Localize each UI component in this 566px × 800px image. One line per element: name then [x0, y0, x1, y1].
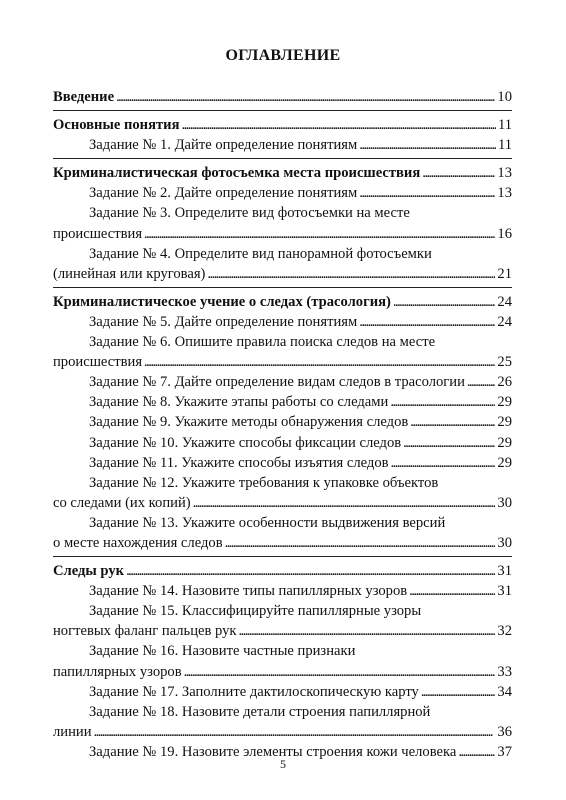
toc-page-number: 24	[497, 313, 512, 330]
toc-entry-label: Задание № 5. Дайте определение понятиям	[89, 313, 358, 330]
toc-leader	[126, 561, 495, 581]
toc-leader	[391, 453, 496, 473]
toc-task-8	[53, 392, 512, 412]
toc-page-number: 13	[497, 165, 512, 182]
toc-entry-label: (линейная или круговая)	[53, 265, 206, 282]
toc-entry-label: Задание № 17. Заполните дактилоскопическую карту	[89, 683, 419, 700]
toc-page-number: 37	[497, 743, 512, 760]
toc-task-6	[53, 352, 512, 372]
toc-task-7	[53, 372, 512, 392]
toc-task-3-line1: Задание № 3. Определите вид фотосъемки на месте	[89, 205, 410, 222]
toc-task-14	[53, 581, 512, 601]
toc-leader	[225, 533, 496, 553]
toc-task-16	[53, 662, 512, 682]
toc-entry-label: Задание № 1. Дайте определение понятиям	[89, 137, 358, 154]
toc-task-17	[53, 682, 512, 702]
toc-leader	[181, 115, 495, 135]
toc-task-18	[53, 722, 512, 742]
toc-leader	[207, 264, 495, 284]
section-divider	[53, 287, 512, 288]
toc-leader	[467, 372, 496, 392]
toc-entry-label: Основные понятия	[53, 117, 180, 134]
toc-task-16-line1: Задание № 16. Назовите частные признаки	[89, 643, 356, 660]
toc-page-number: 25	[497, 354, 512, 371]
toc-leader	[403, 433, 495, 453]
toc-page-number: 11	[497, 137, 512, 154]
toc-page-number: 24	[497, 293, 512, 310]
toc-page-number: 36	[497, 723, 512, 740]
toc-leader	[144, 224, 495, 244]
toc-leader	[193, 493, 496, 513]
toc-entry-label: Следы рук	[53, 563, 125, 580]
toc-leader	[239, 621, 496, 641]
toc-leader	[409, 581, 495, 601]
toc-entry-label: происшествия	[53, 225, 143, 242]
toc-task-9	[53, 412, 512, 432]
toc-task-5	[53, 312, 512, 332]
toc-task-15	[53, 621, 512, 641]
section-divider	[53, 110, 512, 111]
table-of-contents	[53, 87, 512, 762]
toc-task-15-line1: Задание № 15. Классифицируйте папиллярные узоры	[89, 603, 422, 620]
toc-entry-label: ногтевых фаланг пальцев рук	[53, 623, 237, 640]
toc-leader	[116, 87, 495, 107]
toc-task-4	[53, 264, 512, 284]
toc-leader	[359, 135, 496, 155]
toc-page-number: 26	[497, 374, 512, 391]
toc-entry-label: происшествия	[53, 354, 143, 371]
toc-entry-label: Задание № 8. Укажите этапы работы со следами	[89, 394, 389, 411]
toc-page-number: 34	[497, 683, 512, 700]
toc-section-introduction	[53, 87, 512, 107]
toc-task-4-line1: Задание № 4. Определите вид панорамной фотосъемки	[89, 245, 432, 262]
toc-page-number: 29	[497, 434, 512, 451]
toc-page-number: 10	[497, 89, 512, 105]
toc-task-2	[53, 183, 512, 203]
toc-entry-label: Задание № 10. Укажите способы фиксации следов	[89, 434, 402, 451]
section-divider	[53, 556, 512, 557]
toc-entry-label: линии	[53, 723, 92, 740]
toc-leader	[390, 392, 495, 412]
toc-entry-label: Криминалистическое учение о следах (трасология)	[53, 293, 391, 310]
toc-task-13	[53, 533, 512, 553]
toc-task-12	[53, 493, 512, 513]
toc-task-10	[53, 433, 512, 453]
toc-page-number: 30	[497, 494, 512, 511]
toc-section-traces	[53, 292, 512, 312]
toc-task-6-line1: Задание № 6. Опишите правила поиска следов на месте	[89, 334, 436, 351]
toc-entry-label: Задание № 9. Укажите методы обнаружения следов	[89, 414, 409, 431]
toc-section-hand-prints	[53, 561, 512, 581]
toc-page-number: 21	[497, 265, 512, 282]
toc-page-number: 30	[497, 534, 512, 551]
toc-page-number: 33	[497, 663, 512, 680]
toc-page-number: 29	[497, 394, 512, 411]
footer-page-number: 5	[280, 757, 286, 771]
toc-leader	[422, 163, 495, 183]
toc-entry-label: о месте нахождения следов	[53, 534, 223, 551]
toc-entry-label: Задание № 2. Дайте определение понятиям	[89, 185, 358, 202]
toc-page-number: 16	[497, 225, 512, 242]
toc-page-number: 31	[497, 563, 512, 580]
toc-entry-label: Задание № 7. Дайте определение видам следов в трасологии	[89, 374, 465, 391]
toc-section-photography	[53, 163, 512, 183]
toc-task-1	[53, 135, 512, 155]
toc-leader	[359, 183, 495, 203]
toc-entry-label: Криминалистическая фотосъемка места происшествия	[53, 165, 421, 182]
toc-page-number: 29	[497, 414, 512, 431]
toc-page-number: 13	[497, 185, 512, 202]
page-title: ОГЛАВЛЕНИЕ	[225, 47, 341, 64]
toc-leader	[144, 352, 495, 372]
toc-leader	[184, 662, 496, 682]
toc-page-number: 11	[497, 117, 512, 134]
toc-entry-label: Задание № 19. Назовите элементы строения кожи человека	[89, 743, 457, 760]
toc-leader	[410, 412, 495, 432]
toc-task-13-line1: Задание № 13. Укажите особенности выдвижения версий	[89, 514, 446, 531]
toc-entry-label: Задание № 11. Укажите способы изъятия следов	[89, 454, 389, 471]
toc-page-number: 31	[497, 583, 512, 600]
toc-entry-label: Введение	[53, 89, 115, 105]
toc-task-12-line1: Задание № 12. Укажите требования к упаковке объектов	[89, 474, 439, 491]
toc-entry-label: папиллярных узоров	[53, 663, 182, 680]
section-divider	[53, 158, 512, 159]
toc-leader	[421, 682, 496, 702]
toc-page-number: 29	[497, 454, 512, 471]
toc-section-basic-concepts	[53, 115, 512, 135]
toc-page-number: 32	[497, 623, 512, 640]
toc-task-18-line1: Задание № 18. Назовите детали строения папиллярной	[89, 703, 431, 720]
toc-entry-label: со следами (их копий)	[53, 494, 191, 511]
toc-task-3	[53, 224, 512, 244]
toc-leader	[359, 312, 495, 332]
toc-entry-label: Задание № 14. Назовите типы папиллярных узоров	[89, 583, 408, 600]
toc-leader	[94, 722, 496, 742]
toc-task-11	[53, 453, 512, 473]
toc-leader	[393, 292, 496, 312]
